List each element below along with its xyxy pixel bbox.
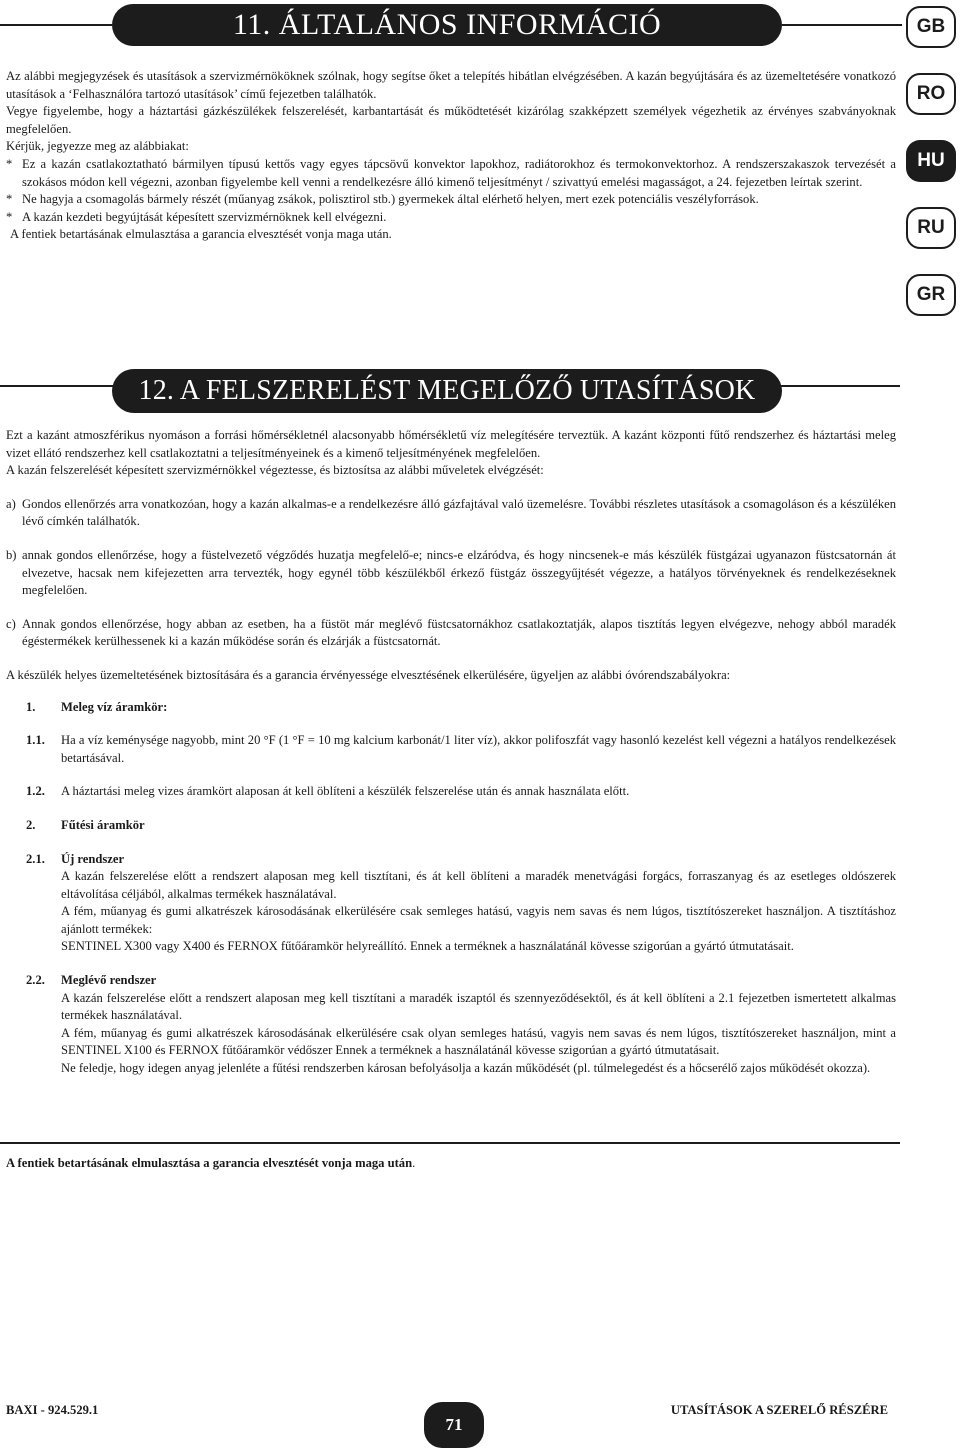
heading-text: Új rendszer <box>61 851 125 866</box>
item-mark: c) <box>6 616 16 631</box>
list-item-text: Annak gondos ellenőrzése, hogy abban az esetben, ha a füstöt már meglévő füstcsatornákhoz csatlakoztatják, alapos tisztítás legyen elvégezve, nehogy abból maradék égéstermékek kerülhessenek ki a kazán működése során és elzárják a füstcsatornát. <box>22 616 896 649</box>
list-item <box>6 496 896 531</box>
paragraph: SENTINEL X300 vagy X400 és FERNOX fűtőáramkör helyreállító. Ennek a terméknek a használatánál kövesse szigorúan a gyártó útmutatásait. <box>61 939 794 954</box>
heading-text: Meglévő rendszer <box>61 973 157 988</box>
heading-number: 2.1. <box>26 851 45 866</box>
heading-number: 1. <box>26 699 36 714</box>
paragraph: Ezt a kazánt atmoszférikus nyomáson a forrási hőmérsékletnél alacsonyabb hőmérsékletű víz melegítésére terveztük. A kazánt központi fűtő rendszerhez és háztartási meleg vizet ellátó rendszerhez kell csatlakoztatni a teljesítményeinek és a kimenő teljesítményének megfelelően. <box>6 428 896 460</box>
paragraph: A készülék helyes üzemeltetésének biztosítására és a garancia érvényessége elvesztésének elkerülésére, ügyeljen az alábbi óvórendszabályokra: <box>6 667 731 682</box>
bullet-mark: * <box>6 156 13 171</box>
paragraph: A fém, műanyag és gumi alkatrészek károsodásának elkerülésére csak semleges hatású, vagyis nem savas és nem lúgos, tisztítószereket használjon. A tisztításhoz ajánlott termékek: <box>61 904 896 936</box>
list-item-text: annak gondos ellenőrzése, hogy a füstelvezető végződés huzatja megfelelő-e; nincs-e elzáródva, és hogy nincsenek-e más készülék füstgázai ugyanazon füstcsatornán át elvezetve, hacsak nem kifejezetten arra tervezték, hogy egynél több készülékből érkező füstgáz összegyűjtését végezze, a hatályos törvényeknek és rendelkezéseknek megfelelően. <box>22 547 896 598</box>
list-item <box>6 547 896 600</box>
lang-tab-hu[interactable]: HU <box>906 140 956 182</box>
language-tabs <box>906 6 958 341</box>
item-mark: a) <box>6 496 16 511</box>
final-warning-text: A fentiek betartásának elmulasztása a garancia elvesztését vonja maga után <box>6 1156 413 1170</box>
list-item-text: Ne hagyja a csomagolás bármely részét (műanyag zsákok, polisztirol stb.) gyermekek által elérhető helyen, mert ezek potenciális veszélyforrások. <box>22 192 759 207</box>
paragraph: Vegye figyelembe, hogy a háztartási gázkészülékek felszerelését, karbantartását és működtetését kizárólag szakképzett személyek végezhetik az érvényes szabványoknak megfelelően. <box>6 104 896 136</box>
final-warning-period: . <box>412 1156 416 1170</box>
doc-code: BAXI - 924.529.1 <box>6 1403 99 1417</box>
header-rule-right <box>782 24 902 26</box>
warning-text: A fentiek betartásának elmulasztása a garancia elvesztését vonja maga után. <box>10 227 392 242</box>
list-item <box>6 156 896 191</box>
heading-number: 2. <box>26 817 36 832</box>
heading-1-2 <box>6 783 896 801</box>
heading-number: 1.1. <box>26 733 45 748</box>
heading-1-1 <box>6 732 896 767</box>
paragraph: A kazán felszerelését képesített szervizmérnökkel végeztesse, és biztosítsa az alábbi műveletek elvégzését: <box>6 463 544 478</box>
section-divider <box>0 1142 900 1144</box>
paragraph: Az alábbi megjegyzések és utasítások a szervizmérnököknek szólnak, hogy segítse őket a telepítés hibátlan elvégzésében. A kazán begyújtására és az üzemeltetésére vonatkozó utasítások a ‘Felhasználóra tartozó utasítások’ című fejezetben találhatók. <box>6 69 896 101</box>
lang-tab-ru[interactable]: RU <box>906 207 956 249</box>
heading-text: Meleg víz áramkör: <box>61 699 168 714</box>
list-item <box>6 191 896 209</box>
section-label: UTASÍTÁSOK A SZERELŐ RÉSZÉRE <box>670 1403 888 1417</box>
heading-number: 2.2. <box>26 973 45 988</box>
paragraph: A kazán felszerelése előtt a rendszert alaposan meg kell tisztítani, és át kell öblíteni a maradék menetvágási forgács, forraszanyag és az esetleges oldószerek eltávolítása céljából, alkalmas termékek használatával. <box>61 869 896 901</box>
header-rule-left <box>0 24 112 26</box>
heading-number: 1.2. <box>26 784 45 799</box>
heading-1 <box>6 699 896 717</box>
lang-tab-gb[interactable]: GB <box>906 6 956 48</box>
lang-tab-ro[interactable]: RO <box>906 73 956 115</box>
section-12-title: 12. A FELSZERELÉST MEGELŐZŐ UTASÍTÁSOK <box>112 369 782 413</box>
section-11-body <box>6 68 896 244</box>
list-item <box>6 209 896 227</box>
paragraph: Ne feledje, hogy idegen anyag jelenléte a fűtési rendszerben károsan befolyásolja a kazán működését (pl. túlmelegedést és a hőcserélő zajos működését okozza). <box>61 1061 871 1076</box>
section-12-body <box>6 427 896 1078</box>
heading-text: Fűtési áramkör <box>61 817 145 832</box>
heading-2-2 <box>6 972 896 990</box>
section-11-title: 11. ÁLTALÁNOS INFORMÁCIÓ <box>112 4 782 46</box>
bullet-mark: * <box>6 209 13 224</box>
item-mark: b) <box>6 547 17 562</box>
paragraph: A fém, műanyag és gumi alkatrészek károsodásának elkerülésére csak olyan semleges hatású, vagyis nem savas és nem lúgos, tisztítószereket használjon, mint a SENTINEL X100 és FERNOX fűtőáramkör védőszer Ennek a terméknek a használatánál kövesse szigorúan a gyártó útmutatásait. <box>61 1025 896 1058</box>
heading-text: Ha a víz keménysége nagyobb, mint 20 °F (1 °F = 10 mg kalcium karbonát/1 liter víz), akkor polifoszfát vagy hasonló kezelést kell végezni a hatályos rendelkezések betartásával. <box>61 733 896 765</box>
list-item-text: Ez a kazán csatlakoztatható bármilyen típusú kettős vagy egyes tápcsövű konvektor lapokhoz, radiátorokhoz és termokonvektorhoz. A rendszerszakaszok tervezését a szokásos módon kell végezni, azonban figyelembe kell venni a rendelkezésre álló kimenő teljesítményt / szivattyú emelési magasságot, a 24. fejezetben leírtak szerint. <box>22 156 896 189</box>
list-item <box>6 616 896 651</box>
heading-text: A háztartási meleg vizes áramkört alaposan át kell öblíteni a készülék felszerelése után és annak használata előtt. <box>61 784 630 799</box>
list-item-text: A kazán kezdeti begyújtását képesített szervizmérnöknek kell elvégezni. <box>22 209 387 224</box>
list-item-text: Gondos ellenőrzés arra vonatkozóan, hogy a kazán alkalmas-e a rendelkezésre álló gázfajtával való üzemelésre. További részletes utasítások a csomagoláson és a készüléken lévő címkén találhatók. <box>22 496 896 529</box>
heading-2 <box>6 817 896 835</box>
bullet-mark: * <box>6 192 13 207</box>
final-warning <box>6 1155 415 1173</box>
paragraph: A kazán felszerelése előtt a rendszert alaposan meg kell tisztítani a maradék iszaptól és szennyeződésektől, és át kell öblíteni a 2.1 fejezetben ismertetett alkalmas termékek használatával. <box>61 990 896 1023</box>
heading-2-1 <box>6 851 896 869</box>
page-number: 71 <box>424 1402 484 1448</box>
lang-tab-gr[interactable]: GR <box>906 274 956 316</box>
paragraph: Kérjük, jegyezze meg az alábbiakat: <box>6 139 189 154</box>
